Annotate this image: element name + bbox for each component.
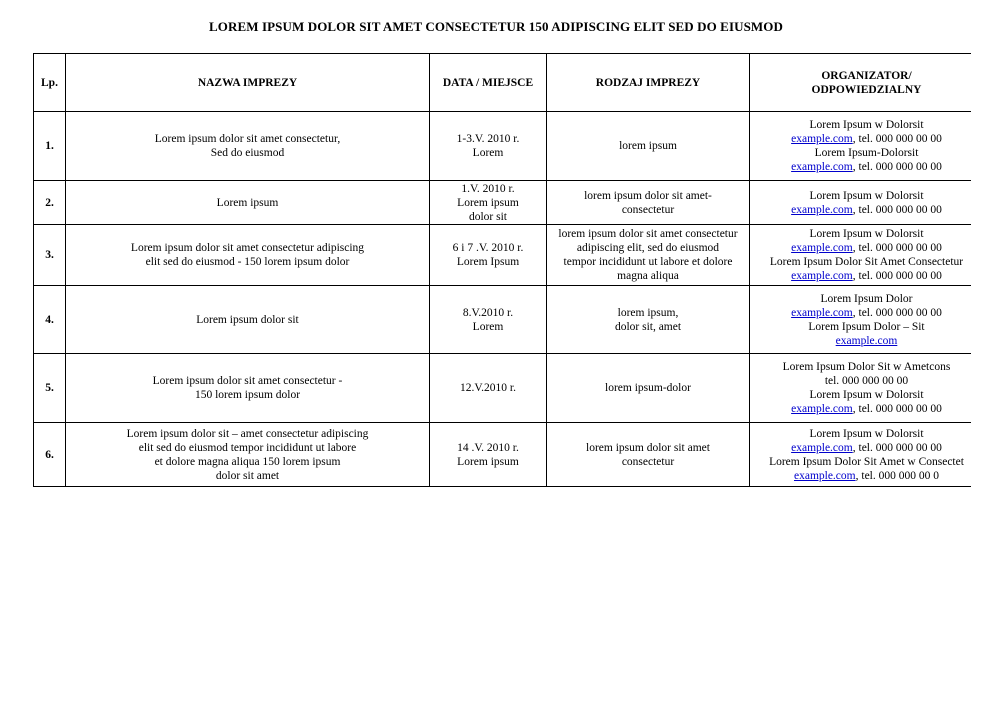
organizer-line: Lorem Ipsum w Dolorsit (809, 427, 924, 440)
header-organizer (750, 54, 984, 112)
organizer-phone: , tel. 000 000 00 00 (852, 203, 942, 216)
schedule-table (33, 53, 984, 487)
row-number: 6. (34, 423, 66, 487)
event-organizer (750, 286, 984, 354)
organizer-website-link[interactable]: example.com (791, 133, 853, 145)
organizer-line: Lorem Ipsum Dolor – Sit (808, 320, 925, 333)
event-type (547, 286, 750, 354)
header-organizer-line-1: ORGANIZATOR/ (821, 69, 912, 82)
table-row (34, 354, 984, 423)
organizer-line (754, 306, 979, 320)
event-type-line: adipiscing elit, sed do eiusmod (576, 242, 720, 254)
row-number: 2. (34, 181, 66, 225)
event-name-line: Lorem ipsum dolor sit (196, 313, 299, 326)
event-date-place-line: 12.V.2010 r. (459, 382, 517, 394)
event-date-place-line: Lorem (472, 147, 504, 159)
event-organizer (750, 225, 984, 286)
event-name-line: dolor sit amet (215, 469, 280, 482)
event-type-line: lorem ipsum-dolor (605, 382, 691, 394)
event-type (547, 423, 750, 487)
event-type-line: consectetur (621, 455, 675, 468)
event-date-place-line: 1-3.V. 2010 r. (456, 133, 520, 145)
organizer-line (754, 402, 979, 416)
organizer-line (754, 469, 979, 483)
event-type-line: lorem ipsum (619, 140, 677, 152)
event-name (66, 423, 430, 487)
organizer-phone: , tel. 000 000 00 00 (852, 441, 942, 454)
event-date-place-line: Lorem ipsum (457, 455, 519, 468)
organizer-phone: , tel. 000 000 00 00 (852, 133, 942, 145)
event-name (66, 354, 430, 423)
event-name-line: et dolore magna aliqua 150 lorem ipsum (154, 455, 341, 468)
table-row (34, 112, 984, 181)
event-name (66, 225, 430, 286)
event-date-place-line: Lorem Ipsum (456, 256, 520, 268)
row-number: 5. (34, 354, 66, 423)
header-date-place: DATA / MIEJSCE (430, 54, 547, 112)
event-name-line: Lorem ipsum dolor sit amet consectetur, (154, 133, 341, 145)
event-date-place-line: dolor sit (468, 210, 507, 223)
event-type (547, 181, 750, 225)
row-number: 3. (34, 225, 66, 286)
event-type (547, 354, 750, 423)
organizer-website-link[interactable]: example.com (791, 161, 853, 173)
event-date-place-line: 8.V.2010 r. (462, 306, 514, 319)
organizer-phone: , tel. 000 000 00 00 (852, 306, 942, 319)
event-organizer (750, 354, 984, 423)
organizer-line: Lorem Ipsum Dolor Sit Amet w Consectet (769, 455, 964, 468)
document-title: LOREM IPSUM DOLOR SIT AMET CONSECTETUR 150 ADIPISCING ELIT SED DO EIUSMOD (209, 19, 783, 34)
event-name-line: elit sed do eiusmod tempor incididunt ut labore (138, 441, 357, 454)
event-date-place-line: 6 i 7 .V. 2010 r. (452, 242, 524, 254)
table-header-row (34, 54, 984, 112)
event-date-place (430, 112, 547, 181)
event-name (66, 112, 430, 181)
organizer-line: Lorem Ipsum w Dolorsit (809, 228, 924, 240)
table-row (34, 423, 984, 487)
organizer-line (754, 334, 979, 348)
organizer-website-link[interactable]: example.com (791, 203, 853, 216)
organizer-line: Lorem Ipsum w Dolorsit (809, 389, 924, 401)
event-type (547, 225, 750, 286)
event-type-line: lorem ipsum dolor sit amet- (584, 189, 712, 202)
event-name-line: Lorem ipsum (216, 196, 279, 209)
organizer-phone: , tel. 000 000 00 00 (852, 270, 942, 282)
event-type-line: tempor incididunt ut labore et dolore (563, 256, 733, 268)
organizer-phone: , tel. 000 000 00 00 (852, 403, 942, 415)
event-type-line: consectetur (621, 203, 675, 216)
organizer-line: Lorem Ipsum Dolor (820, 292, 913, 305)
table-row (34, 286, 984, 354)
viewport-edge (971, 40, 992, 540)
event-type-line: lorem ipsum dolor sit amet (586, 441, 710, 454)
organizer-phone: , tel. 000 000 00 00 (852, 161, 942, 173)
organizer-website-link[interactable]: example.com (791, 242, 853, 254)
row-number: 4. (34, 286, 66, 354)
event-name-line: 150 lorem ipsum dolor (194, 389, 301, 401)
organizer-line: Lorem Ipsum Dolor Sit Amet Consectetur (769, 256, 964, 268)
event-date-place-line: Lorem (472, 320, 504, 333)
event-type-line: lorem ipsum, (617, 306, 679, 319)
event-name-line: Lorem ipsum dolor sit – amet consectetur adipiscing (126, 427, 369, 440)
event-date-place (430, 286, 547, 354)
organizer-line (754, 132, 979, 146)
organizer-website-link[interactable]: example.com (791, 270, 853, 282)
event-name-line: Sed do eiusmod (210, 147, 285, 159)
event-date-place-line: 14 .V. 2010 r. (457, 441, 519, 454)
organizer-website-link[interactable]: example.com (791, 306, 853, 319)
event-date-place (430, 423, 547, 487)
event-date-place-line: 1.V. 2010 r. (461, 182, 515, 195)
event-name (66, 286, 430, 354)
event-date-place (430, 354, 547, 423)
event-date-place (430, 181, 547, 225)
row-number: 1. (34, 112, 66, 181)
event-name-line: Lorem ipsum dolor sit amet consectetur adipiscing (130, 242, 365, 254)
event-date-place-line: Lorem ipsum (457, 196, 519, 209)
event-organizer (750, 112, 984, 181)
organizer-line: Lorem Ipsum w Dolorsit (809, 189, 924, 202)
table-row (34, 225, 984, 286)
organizer-line: tel. 000 000 00 00 (824, 375, 909, 387)
organizer-website-link[interactable]: example.com (791, 403, 853, 415)
organizer-phone: , tel. 000 000 00 00 (852, 242, 942, 254)
event-date-place (430, 225, 547, 286)
organizer-website-link[interactable]: example.com (793, 469, 856, 482)
organizer-line (754, 203, 979, 217)
event-organizer (750, 423, 984, 487)
event-name-line: Lorem ipsum dolor sit amet consectetur - (152, 375, 343, 387)
header-lp: Lp. (34, 54, 66, 112)
event-organizer (750, 181, 984, 225)
organizer-line (754, 269, 979, 283)
organizer-line: Lorem Ipsum-Dolorsit (814, 147, 919, 159)
organizer-line (754, 160, 979, 174)
event-name (66, 181, 430, 225)
event-type-line: magna aliqua (617, 270, 679, 282)
header-name: NAZWA IMPREZY (66, 54, 430, 112)
organizer-phone: , tel. 000 000 00 0 (855, 469, 939, 482)
organizer-line (754, 441, 979, 455)
event-name-line: elit sed do eiusmod - 150 lorem ipsum dolor (145, 256, 350, 268)
event-type-line: dolor sit, amet (614, 320, 682, 333)
organizer-line (754, 241, 979, 255)
event-type-line: lorem ipsum dolor sit amet consectetur (558, 228, 738, 240)
header-type: RODZAJ IMPREZY (547, 54, 750, 112)
organizer-website-link[interactable]: example.com (791, 441, 853, 454)
event-type (547, 112, 750, 181)
organizer-website-link[interactable]: example.com (835, 334, 898, 347)
table-row (34, 181, 984, 225)
organizer-line: Lorem Ipsum w Dolorsit (809, 119, 924, 131)
organizer-line: Lorem Ipsum Dolor Sit w Ametcons (782, 361, 951, 373)
header-organizer-line-2: ODPOWIEDZIALNY (811, 83, 922, 96)
